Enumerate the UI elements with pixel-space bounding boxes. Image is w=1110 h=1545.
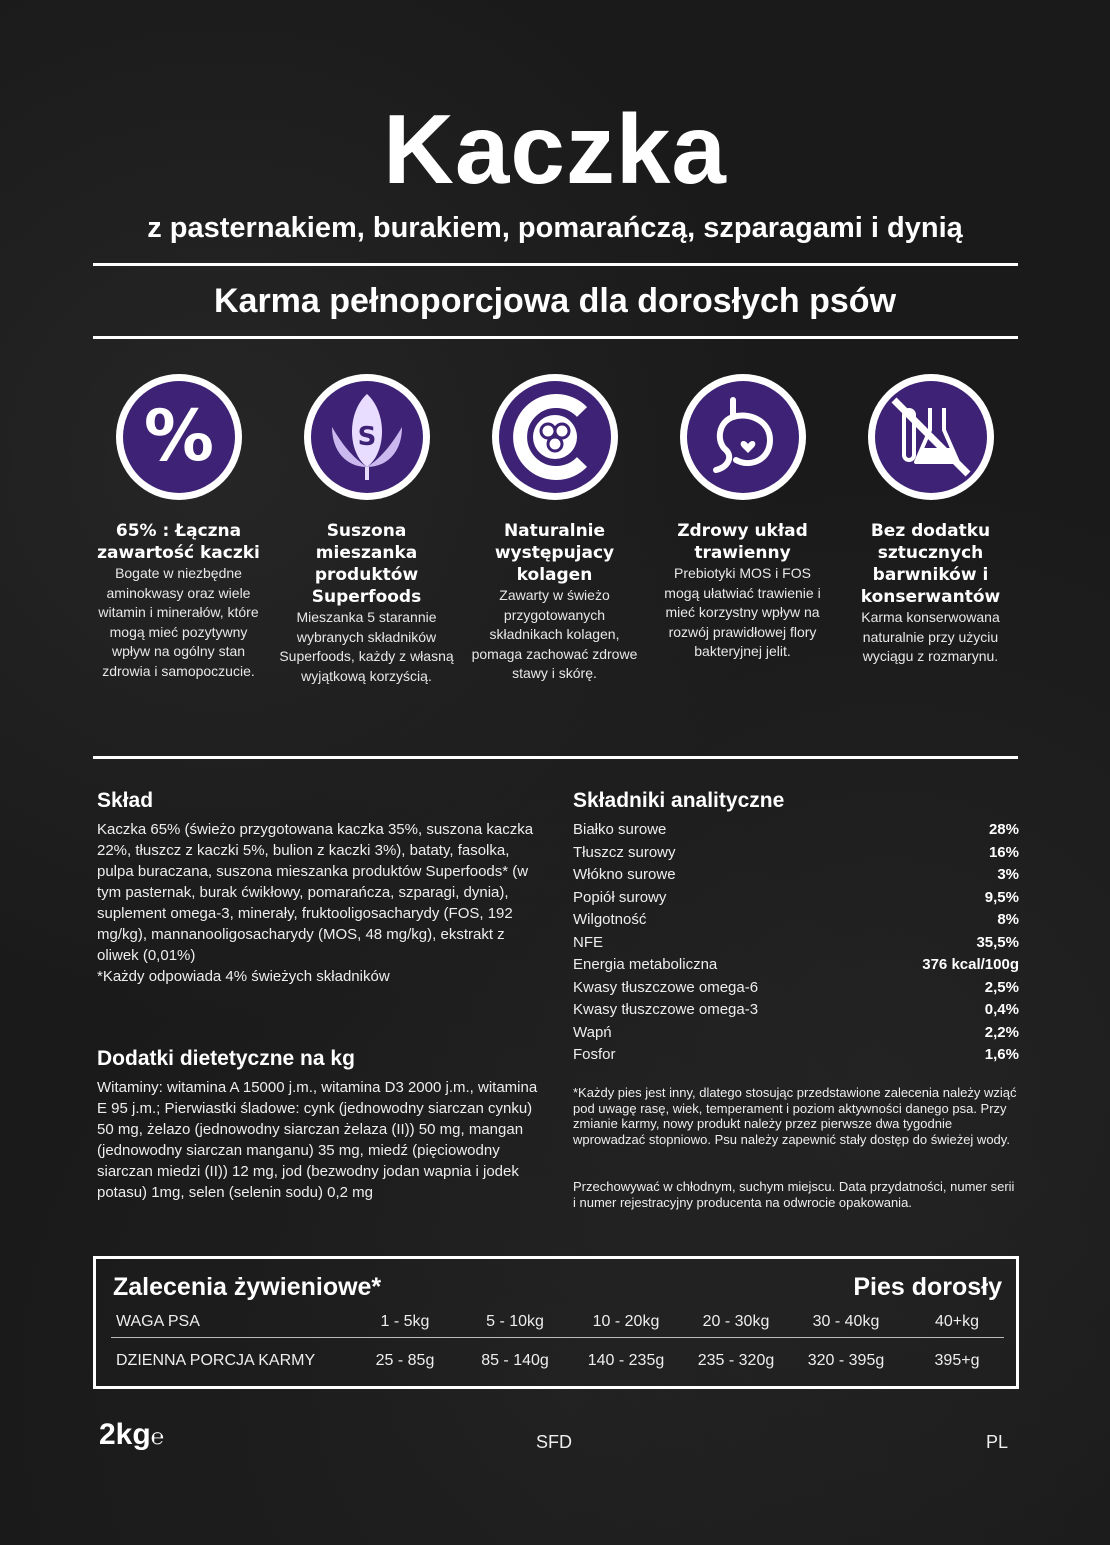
analytics-name: Tłuszcz surowy <box>573 843 676 861</box>
composition-footnote: *Każdy odpowiada 4% świeżych składników <box>97 968 390 985</box>
analytics-name: Wapń <box>573 1023 612 1041</box>
feeding-note: *Każdy pies jest inny, dlatego stosując przedstawione zalecenia należy wziąć pod uwagę rasę, wiek, temperament i poziom aktywności danego psa. Przy zmianie karmy, nowy produkt należy przez pierwsze dwa tygodnie wprowadzać stopniowo. Psu należy zapewnić stały dostęp do świeżej wody. <box>573 1085 1017 1147</box>
analytics-row <box>573 889 1019 911</box>
collagen-icon <box>490 372 620 502</box>
table-divider <box>111 1337 1004 1338</box>
analytics-value: 2,2% <box>984 1023 1019 1041</box>
analytics-value: 0,4% <box>984 1001 1019 1018</box>
analytics-heading-text: Składniki analityczne <box>573 789 785 812</box>
feature-duck-content <box>91 520 266 681</box>
portion-cell: 25 - 85g <box>375 1352 435 1369</box>
portion-cell: 320 - 395g <box>807 1352 885 1369</box>
analytics-row <box>573 934 1019 956</box>
feature-description: Bogate w niezbędne aminokwasy oraz wiele witamin i minerałów, które mogą mieć pozytywny wpływ na ogólny stan zdrowia i samopoczucie. <box>98 565 259 679</box>
weight-cell: 10 - 20kg <box>592 1313 660 1330</box>
feature-title: 65% : Łączna zawartość kaczki <box>97 521 260 563</box>
analytics-name: Kwasy tłuszczowe omega-3 <box>573 1001 759 1018</box>
analytics-value: 28% <box>988 821 1019 838</box>
feeding-guide-box <box>93 1256 1019 1389</box>
feature-title: Suszona mieszanka produktów Superfoods <box>311 521 422 607</box>
weight-row-label: WAGA PSA <box>116 1313 200 1330</box>
no-chemicals-icon <box>866 372 996 502</box>
additives-section <box>97 1047 547 1203</box>
additives-text: Witaminy: witamina A 15000 j.m., witamina D3 2000 j.m., witamina E 95 j.m.; Pierwiastki śladowe: cynk (jednowodny siarczan cynku) 50 mg, żelazo (jednowodny siarczan żelaza (II)) 50 mg, mangan (jednowodny siarczan manganu) 35 mg, miedź (pięciowodny siarczan miedzi (II)) 12 mg, jod (bezwodny jodan wapnia i jodek potasu) 1mg, selen (selenin sodu) 0,2 mg <box>97 1079 538 1201</box>
analytics-value: 9,5% <box>984 888 1019 906</box>
portion-cell: 395+g <box>934 1352 980 1369</box>
product-code: SFD <box>536 1432 572 1452</box>
feature-no-additives <box>843 520 1018 667</box>
portion-row-label: DZIENNA PORCJA KARMY <box>116 1352 316 1369</box>
analytics-row <box>573 1024 1019 1046</box>
analytics-row <box>573 866 1019 888</box>
language-code: PL <box>986 1432 1009 1452</box>
analytics-row <box>573 844 1019 866</box>
feature-title: Naturalnie występujacy kolagen <box>494 521 615 585</box>
divider <box>93 263 1018 266</box>
net-weight-value: 2kg <box>99 1418 151 1451</box>
analytics-name: Białko surowe <box>573 821 667 838</box>
weight-cell: 1 - 5kg <box>380 1313 430 1330</box>
feature-superfoods <box>279 520 454 686</box>
weight-cell: 5 - 10kg <box>486 1313 544 1330</box>
analytics-value: 3% <box>997 866 1019 883</box>
analytics-value: 8% <box>997 911 1019 928</box>
analytics-name: Wilgotność <box>573 911 647 928</box>
weight-cell: 40+kg <box>934 1313 980 1330</box>
feeding-subtitle: Pies dorosły <box>853 1273 1002 1301</box>
leaf-s-icon <box>302 372 432 502</box>
net-weight <box>99 1418 164 1452</box>
portion-cell: 85 - 140g <box>481 1352 549 1369</box>
composition-section <box>97 789 537 987</box>
feature-digestion <box>655 520 830 662</box>
feature-description: Zawarty w świeżo przygotowanych składnikach kolagen, pomaga zachować zdrowe stawy i skórę. <box>471 587 638 681</box>
feature-description: Mieszanka 5 starannie wybranych składników Superfoods, każdy z własną wyjątkową korzyścią. <box>279 609 454 684</box>
analytics-value: 376 kcal/100g <box>922 956 1019 973</box>
composition-text: Kaczka 65% (świeżo przygotowana kaczka 35%, suszona kaczka 22%, tłuszcz z kaczki 5%, bulion z kaczki 3%), bataty, fasolka, pulpa buraczana, suszona mieszanka produktów Superfoods* (w tym pasternak, burak ćwikłowy, pomarańcza, szparagi, dynia), suplement omega-3, minerały, fruktooligosacharydy (FOS, 192 mg/kg), mannanooligosacharydy (MOS, 48 mg/kg), ekstrakt z oliwek (0,01%) <box>97 821 534 964</box>
analytics-row <box>573 979 1019 1001</box>
analytics-value: 16% <box>988 843 1019 861</box>
analytics-name: NFE <box>573 933 603 951</box>
analytics-name: Popiół surowy <box>573 888 667 906</box>
analytics-row <box>573 821 1019 843</box>
feature-description: Karma konserwowana naturalnie przy użyciu wyciągu z rozmarynu. <box>861 609 1000 664</box>
superfood-s-letter: S <box>357 422 377 452</box>
feeding-title: Zalecenia żywieniowe* <box>113 1273 382 1301</box>
analytics-row <box>573 1001 1019 1023</box>
weight-cell: 20 - 30kg <box>702 1313 770 1330</box>
feature-description: Prebiotyki MOS i FOS mogą ułatwiać trawienie i mieć korzystny wpływ na rozwój prawidłowej flory bakteryjnej jelit. <box>664 565 821 659</box>
divider <box>93 756 1018 759</box>
feature-title: Zdrowy układ trawienny <box>677 521 808 563</box>
stomach-icon <box>678 372 808 502</box>
weight-cell: 30 - 40kg <box>812 1313 880 1330</box>
portion-cell: 235 - 320g <box>697 1352 775 1369</box>
feature-collagen <box>467 520 642 684</box>
percent-symbol: % <box>143 395 215 477</box>
product-subtitle: z pasternakiem, burakiem, pomarańczą, szparagami i dynią <box>147 212 963 244</box>
portion-cell: 140 - 235g <box>587 1352 665 1369</box>
analytics-value: 2,5% <box>984 978 1019 996</box>
product-tagline: Karma pełnoporcjowa dla dorosłych psów <box>213 282 897 320</box>
analytics-heading <box>573 789 784 813</box>
storage-note: Przechowywać w chłodnym, suchym miejscu. Data przydatności, numer serii i numer rejestracyjny producenta na odwrocie opakowania. <box>573 1179 1015 1210</box>
analytics-value: 35,5% <box>976 933 1019 951</box>
feature-title: Bez dodatku sztucznych barwników i konserwantów <box>860 521 1001 607</box>
divider <box>93 336 1018 339</box>
analytics-value: 1,6% <box>984 1046 1019 1063</box>
analytics-name: Włókno surowe <box>573 866 676 883</box>
percent-icon <box>114 372 244 502</box>
analytics-row <box>573 911 1019 933</box>
composition-heading: Skład <box>97 789 154 812</box>
analytics-name: Kwasy tłuszczowe omega-6 <box>573 978 759 996</box>
additives-heading: Dodatki dietetyczne na kg <box>97 1047 355 1070</box>
estimated-mark: ℮ <box>150 1424 164 1449</box>
product-title: Kaczka <box>383 94 727 204</box>
analytics-row <box>573 1046 1019 1068</box>
analytics-name: Energia metaboliczna <box>573 956 718 973</box>
analytics-name: Fosfor <box>573 1046 616 1063</box>
analytics-row <box>573 956 1019 978</box>
